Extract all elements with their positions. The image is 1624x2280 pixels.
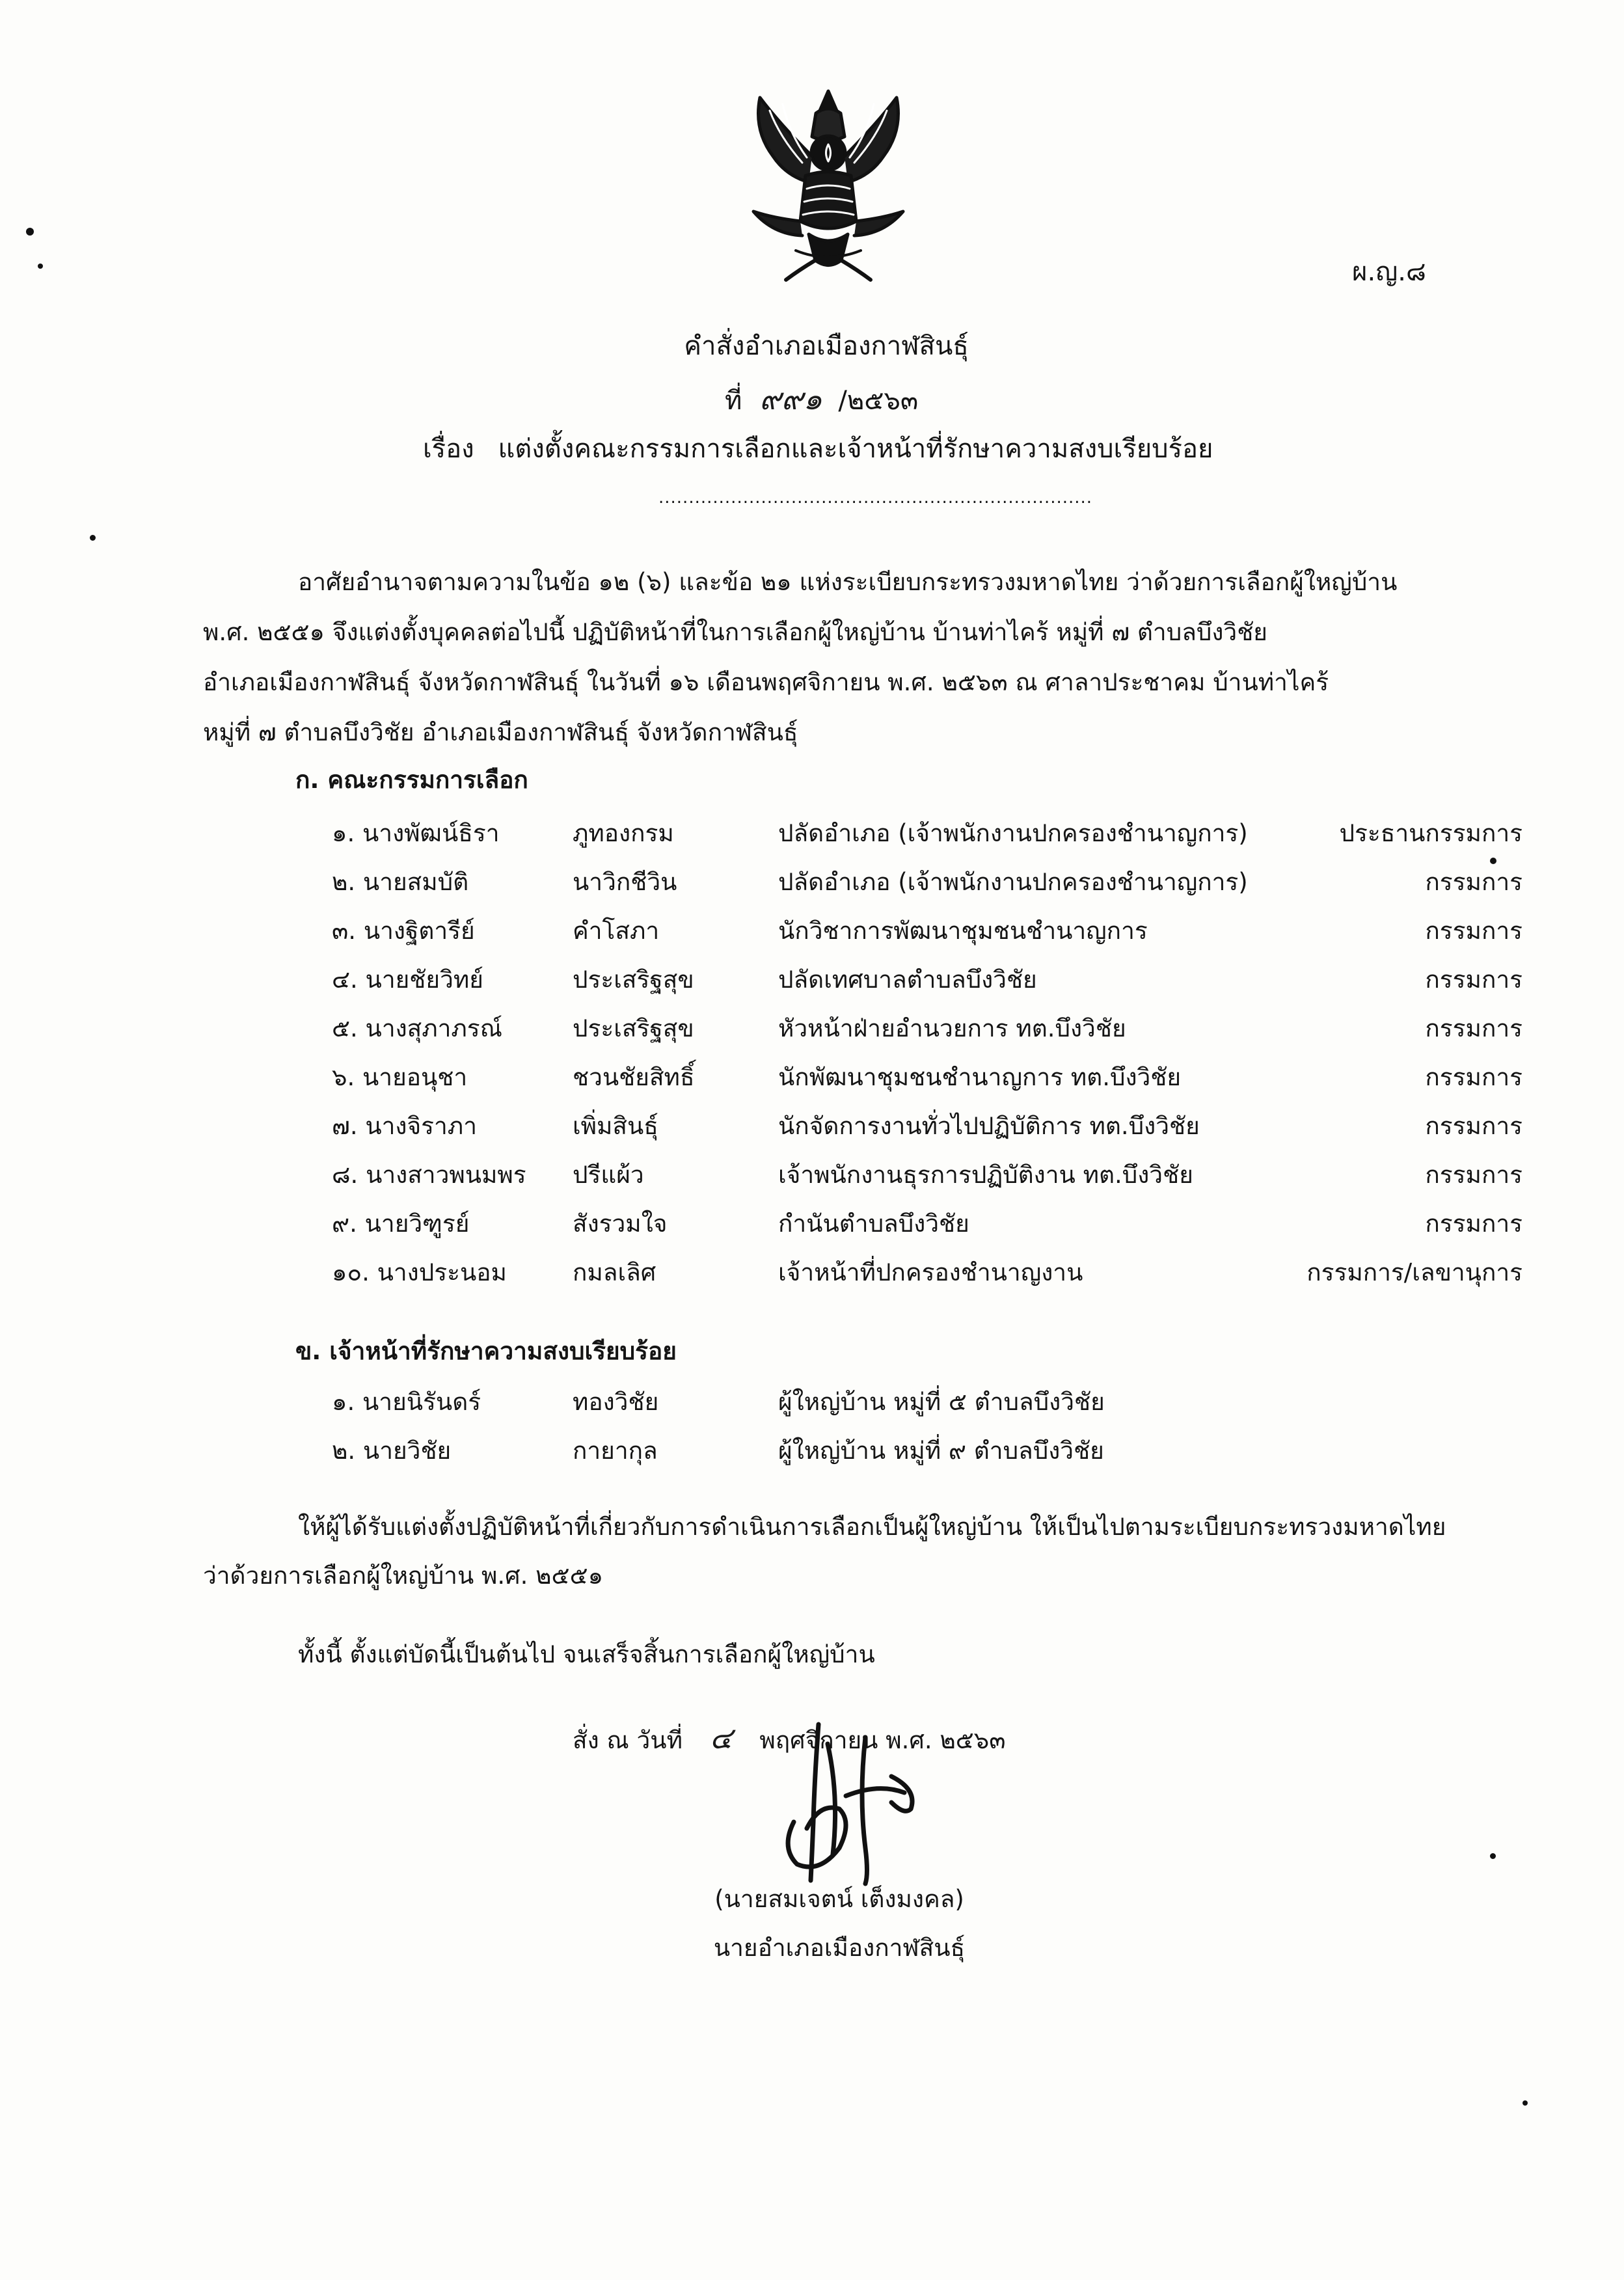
member-name: ๘. นางสาวพนมพร [332,1161,526,1189]
member-name: ๖. นายอนุชา [332,1063,468,1091]
officer-name: ๒. นายวิชัย [332,1437,452,1465]
garuda-icon [734,85,923,286]
intro-line-4: หมู่ที่ ๗ ตำบลบึงวิชัย อำเภอเมืองกาฬสินธุ์ จังหวัดกาฬสินธุ์ [203,718,798,746]
order-prefix: ที่ [725,386,742,416]
date-prefix: สั่ง ณ วันที่ [573,1726,683,1754]
date-rest: พฤศจิกายน พ.ศ. ๒๕๖๓ [759,1726,1006,1754]
signature [768,1718,937,1887]
member-surname: เพิ่มสินธุ์ [573,1112,658,1140]
member-role: กรรมการ [1425,1014,1522,1042]
scan-speck [26,228,34,236]
member-position: หัวหน้าฝ่ายอำนวยการ ทต.บึงวิชัย [778,1014,1126,1042]
officer-position: ผู้ใหญ่บ้าน หมู่ที่ ๙ ตำบลบึงวิชัย [778,1437,1104,1465]
agency-line: คำสั่งอำเภอเมืองกาฬสินธุ์ [684,331,969,361]
member-role: กรรมการ [1425,966,1522,994]
member-name: ๔. นายชัยวิทย์ [332,966,483,994]
date-day-handwritten: ๔ [709,1720,733,1756]
subject-text: แต่งตั้งคณะกรรมการเลือกและเจ้าหน้าที่รักษาความสงบเรียบร้อย [498,434,1213,464]
closing-line-1: ให้ผู้ได้รับแต่งตั้งปฏิบัติหน้าที่เกี่ยวกับการดำเนินการเลือกเป็นผู้ใหญ่บ้าน ให้เป็นไปตามระเบียบกระทรวงมหาดไทย [298,1513,1446,1541]
officer-position: ผู้ใหญ่บ้าน หมู่ที่ ๕ ตำบลบึงวิชัย [778,1388,1105,1416]
member-name: ๕. นางสุภาภรณ์ [332,1014,502,1042]
member-role: กรรมการ [1425,1112,1522,1140]
scan-speck [1522,2100,1528,2106]
order-number-line [725,381,919,416]
member-name: ๑. นางพัฒน์ธิรา [332,819,500,847]
member-surname: ปรีแผ้ว [573,1161,644,1189]
member-role: กรรมการ [1425,868,1522,896]
scan-speck [1490,1853,1496,1859]
member-name: ๗. นางจิราภา [332,1112,477,1140]
member-position: เจ้าพนักงานธุรการปฏิบัติงาน ทต.บึงวิชัย [778,1161,1193,1189]
member-role: กรรมการ/เลขานุการ [1306,1258,1522,1286]
scan-speck [38,264,43,269]
member-role: ประธานกรรมการ [1339,819,1522,847]
member-position: นักวิชาการพัฒนาชุมชนชำนาญการ [778,917,1148,945]
member-position: ปลัดเทศบาลตำบลบึงวิชัย [778,966,1037,994]
garuda-emblem [734,85,923,286]
member-role: กรรมการ [1425,1063,1522,1091]
officer-surname: ทองวิชัย [573,1388,659,1416]
member-name: ๓. นางฐิตารีย์ [332,917,475,945]
member-role: กรรมการ [1425,1210,1522,1238]
order-number-handwritten: ๙๙๑ [759,381,822,416]
closing-line-2: ว่าด้วยการเลือกผู้ใหญ่บ้าน พ.ศ. ๒๕๕๑ [203,1562,604,1590]
member-surname: ประเสริฐสุข [573,1014,694,1042]
subject-label: เรื่อง [423,434,474,464]
member-position: ปลัดอำเภอ (เจ้าพนักงานปกครองชำนาญการ) [778,819,1248,847]
member-role: กรรมการ [1425,917,1522,945]
member-position: กำนันตำบลบึงวิชัย [778,1210,969,1238]
member-surname: กมลเลิศ [573,1258,656,1286]
member-position: เจ้าหน้าที่ปกครองชำนาญงาน [778,1258,1083,1286]
scan-speck [90,535,96,541]
intro-line-3: อำเภอเมืองกาฬสินธุ์ จังหวัดกาฬสินธุ์ ในวันที่ ๑๖ เดือนพฤศจิกายน พ.ศ. ๒๕๖๓ ณ ศาลาประชาคม บ้านท่าไคร้ [203,668,1329,696]
member-position: นักจัดการงานทั่วไปปฏิบัติการ ทต.บึงวิชัย [778,1112,1200,1140]
member-role: กรรมการ [1425,1161,1522,1189]
signer-name: (นายสมเจตน์ เต็งมงคล) [714,1885,964,1913]
member-surname: สังรวมใจ [573,1210,668,1238]
member-surname: คำโสภา [573,917,660,945]
header-divider: ........................................................................ [658,488,1093,508]
committee-heading: ก. คณะกรรมการเลือก [295,766,528,794]
security-heading: ข. เจ้าหน้าที่รักษาความสงบเรียบร้อย [295,1337,677,1365]
intro-line-1: อาศัยอำนาจตามความในข้อ ๑๒ (๖) และข้อ ๒๑ แห่งระเบียบกระทรวงมหาดไทย ว่าด้วยการเลือกผู้ใหญ่บ้าน [298,568,1398,596]
effective-line: ทั้งนี้ ตั้งแต่บัดนี้เป็นต้นไป จนเสร็จสิ้นการเลือกผู้ใหญ่บ้าน [298,1640,875,1668]
member-position: ปลัดอำเภอ (เจ้าพนักงานปกครองชำนาญการ) [778,868,1248,896]
signer-title: นายอำเภอเมืองกาฬสินธุ์ [713,1934,966,1962]
member-name: ๑๐. นางประนอม [332,1258,507,1286]
member-name: ๙. นายวิฑูรย์ [332,1210,470,1238]
officer-surname: กายากุล [573,1437,658,1465]
member-surname: นาวิกชีวิน [573,868,677,896]
form-code: ผ.ญ.๘ [1352,257,1426,287]
officer-name: ๑. นายนิรันดร์ [332,1388,481,1416]
member-surname: ชวนชัยสิทธิ์ [573,1063,695,1091]
signature-icon [768,1718,937,1887]
intro-line-2: พ.ศ. ๒๕๕๑ จึงแต่งตั้งบุคคลต่อไปนี้ ปฏิบัติหน้าที่ในการเลือกผู้ใหญ่บ้าน บ้านท่าไคร้ หมู่ที่ ๗ ตำบลบึงวิชัย [203,618,1267,646]
member-surname: ประเสริฐสุข [573,966,694,994]
order-year: /๒๕๖๓ [838,386,919,416]
subject-line [423,436,1213,462]
scan-speck [1490,858,1496,864]
member-surname: ภูทองกรม [573,819,674,847]
member-position: นักพัฒนาชุมชนชำนาญการ ทต.บึงวิชัย [778,1063,1182,1091]
member-name: ๒. นายสมบัติ [332,868,469,896]
